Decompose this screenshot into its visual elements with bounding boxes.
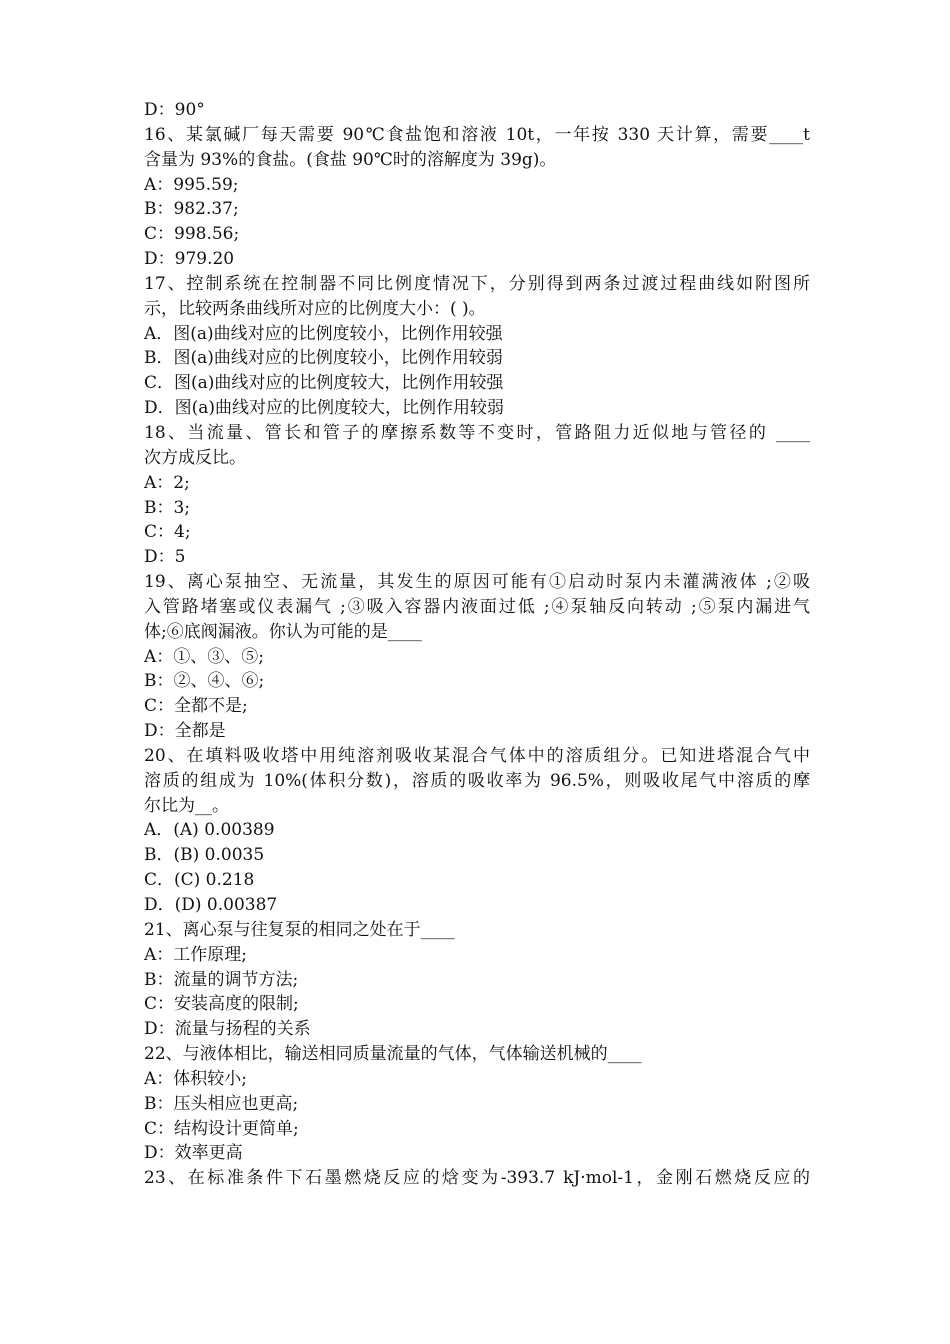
text-line: C：998.56; xyxy=(144,224,240,245)
text-line: D：979.20 xyxy=(144,249,235,270)
text-line: 入管路堵塞或仪表漏气 ;③吸入容器内液面过低 ;④泵轴反向转动 ;⑤泵内漏进气 xyxy=(144,596,810,617)
text-line: 17、控制系统在控制器不同比例度情况下，分别得到两条过渡过程曲线如附图所 xyxy=(144,273,810,294)
text-line: C．图(a)曲线对应的比例度较大，比例作用较强 xyxy=(144,373,504,394)
text-line: 16、某氯碱厂每天需要 90℃食盐饱和溶液 10t，一年按 330 天计算，需要____t xyxy=(144,124,810,145)
text-line: D：90° xyxy=(144,100,205,120)
text-line: A：工作原理; xyxy=(144,944,248,965)
text-line: 溶质的组成为 10%(体积分数)，溶质的吸收率为 96.5%，则吸收尾气中溶质的摩 xyxy=(144,770,810,791)
text-line: A．(A) 0.00389 xyxy=(144,820,275,841)
text-line: A：2; xyxy=(144,472,190,493)
text-line: 21、离心泵与往复泵的相同之处在于____ xyxy=(144,919,455,940)
text-line: D．图(a)曲线对应的比例度较大，比例作用较弱 xyxy=(144,398,505,419)
text-line: B：982.37; xyxy=(144,199,239,220)
document-page xyxy=(144,98,810,1191)
text-line: C：4; xyxy=(144,522,191,543)
text-line: D：5 xyxy=(144,547,186,568)
text-line: D：流量与扬程的关系 xyxy=(144,1019,311,1040)
text-line: 20、在填料吸收塔中用纯溶剂吸收某混合气体中的溶质组分。已知进塔混合气中 xyxy=(144,745,810,766)
text-line: D：效率更高 xyxy=(144,1143,243,1164)
text-line: 含量为 93%的食盐。(食盐 90℃时的溶解度为 39g)。 xyxy=(144,149,557,170)
text-line: B．图(a)曲线对应的比例度较小，比例作用较弱 xyxy=(144,348,503,369)
text-line: 23、在标准条件下石墨燃烧反应的焓变为-393.7 kJ·mol-1，金刚石燃烧反应的 xyxy=(144,1168,810,1189)
text-line: 次方成反比。 xyxy=(144,447,246,468)
text-line: A．图(a)曲线对应的比例度较小，比例作用较强 xyxy=(144,323,503,344)
text-line: A：体积较小; xyxy=(144,1068,248,1089)
text-line: B：压头相应也更高; xyxy=(144,1093,299,1114)
text-line: 尔比为__。 xyxy=(144,795,229,816)
text-line: 22、与液体相比，输送相同质量流量的气体，气体输送机械的____ xyxy=(144,1044,642,1065)
text-line: B．(B) 0.0035 xyxy=(144,845,265,866)
text-line: 体;⑥底阀漏液。你认为可能的是____ xyxy=(144,621,422,642)
text-line: B：流量的调节方法; xyxy=(144,969,299,990)
text-line: D．(D) 0.00387 xyxy=(144,895,278,915)
text-line: 19、离心泵抽空、无流量，其发生的原因可能有①启动时泵内未灌满液体 ;②吸 xyxy=(144,572,810,593)
text-line: A：①、③、⑤; xyxy=(144,646,265,667)
text-line: 18、当流量、管长和管子的摩擦系数等不变时，管路阻力近似地与管径的 ____ xyxy=(144,422,810,443)
text-line: A：995.59; xyxy=(144,174,239,195)
text-line: B：3; xyxy=(144,497,191,518)
text-line: C：安装高度的限制; xyxy=(144,994,299,1015)
text-line: C．(C) 0.218 xyxy=(144,870,255,891)
text-line: C：全都不是; xyxy=(144,696,248,717)
text-line: D：全都是 xyxy=(144,721,226,742)
text-line: 示，比较两条曲线所对应的比例度大小：( )。 xyxy=(144,298,486,319)
text-line: B：②、④、⑥; xyxy=(144,671,265,692)
text-line: C：结构设计更简单; xyxy=(144,1118,299,1139)
